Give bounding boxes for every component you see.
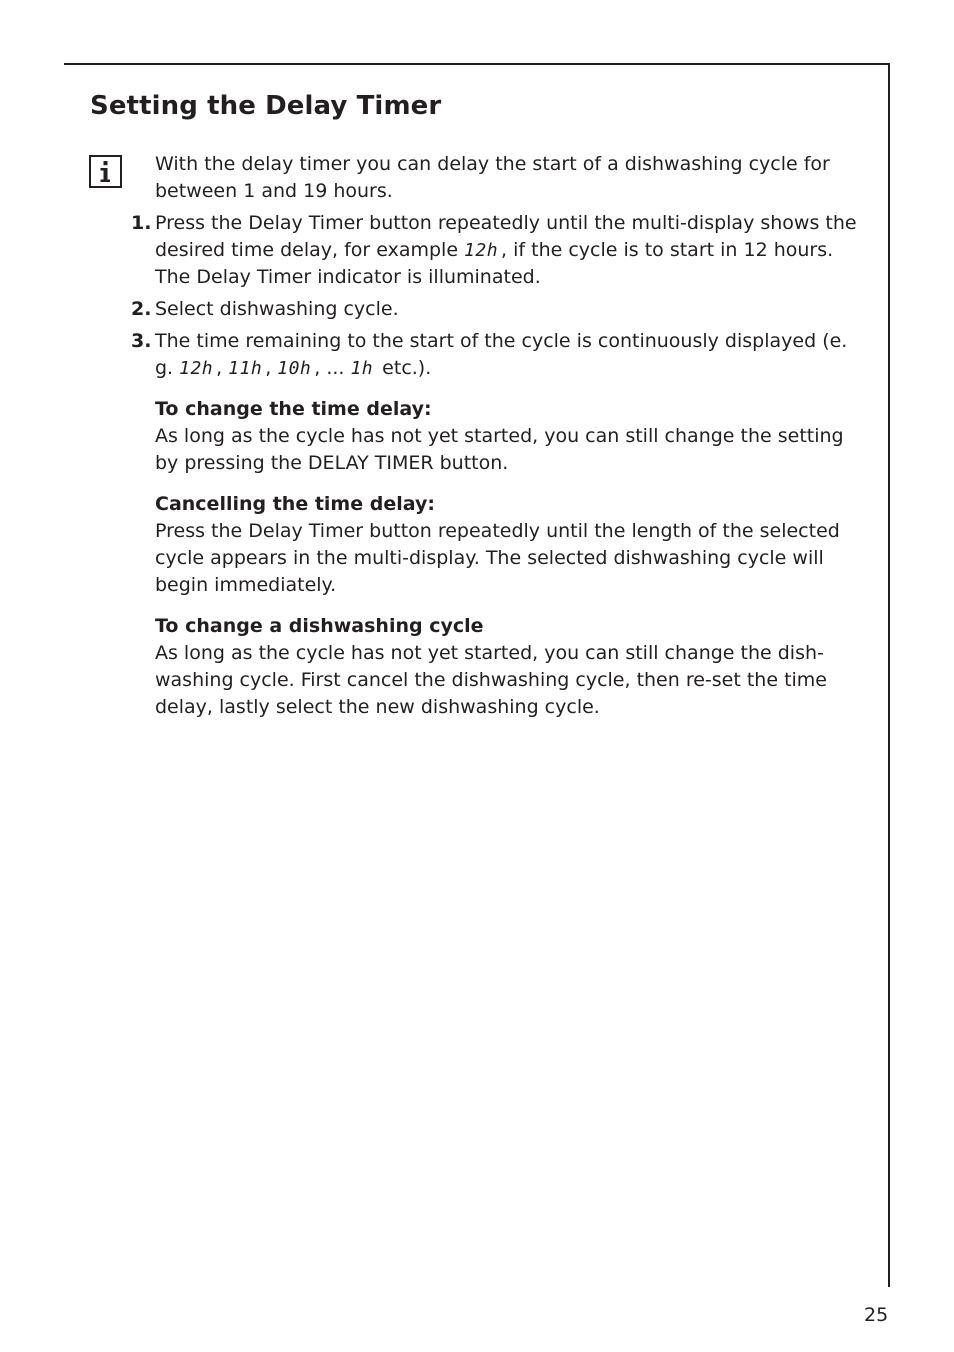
section-body: As long as the cycle has not yet started, you can still change the setting by pressing the DELAY TIMER button.	[155, 425, 844, 474]
section-change-delay	[155, 396, 860, 477]
section-change-cycle	[155, 613, 860, 721]
info-icon	[89, 155, 122, 188]
separator: ,	[265, 357, 272, 379]
intro-text: With the delay timer you can delay the start of a dishwashing cycle for between 1 and 19 hours.	[155, 153, 830, 202]
right-margin-rule	[888, 63, 890, 1287]
page-title: Setting the Delay Timer	[90, 91, 442, 121]
step-2	[131, 296, 860, 323]
section-heading: To change a dishwashing cycle	[155, 615, 484, 637]
section-cancel-delay	[155, 491, 860, 599]
top-rule	[64, 63, 890, 65]
display-readout: 12h	[179, 358, 214, 379]
step-text: The time remaining to the start of the cycle is continuously displayed (e. g.	[155, 330, 848, 379]
step-text: Press the Delay Timer button repeatedly until the multi-display shows the desired time delay, for example	[155, 212, 857, 261]
step-number: 2.	[131, 298, 152, 320]
step-3	[131, 328, 860, 382]
section-heading: Cancelling the time delay:	[155, 493, 435, 515]
step-1	[131, 210, 860, 291]
section-body: Press the Delay Timer button repeatedly until the length of the selected cycle appears in the multi-display. The selected dishwashing cycle will begin immediately.	[155, 520, 840, 596]
display-readout: 1h	[350, 358, 374, 379]
step-text: Select dishwashing cycle.	[155, 298, 399, 320]
display-readout: 11h	[228, 358, 263, 379]
main-content	[131, 151, 860, 721]
section-body: As long as the cycle has not yet started, you can still change the dish-washing cycle. First cancel the dishwashing cycle, then re-set the time delay, lastly select the new dishwashing cycle.	[155, 642, 827, 718]
display-readout: 12h	[464, 240, 499, 261]
ellipsis: , ...	[314, 357, 345, 379]
step-number: 3.	[131, 330, 152, 352]
separator: ,	[216, 357, 223, 379]
page-number: 25	[864, 1304, 889, 1326]
step-number: 1.	[131, 212, 152, 234]
section-heading: To change the time delay:	[155, 398, 432, 420]
display-readout: 10h	[277, 358, 312, 379]
step-text-continued: etc.).	[376, 357, 432, 379]
step-text-continued: , if the cycle is to start in 12 hours. The Delay Timer indicator is illuminated.	[155, 239, 834, 288]
